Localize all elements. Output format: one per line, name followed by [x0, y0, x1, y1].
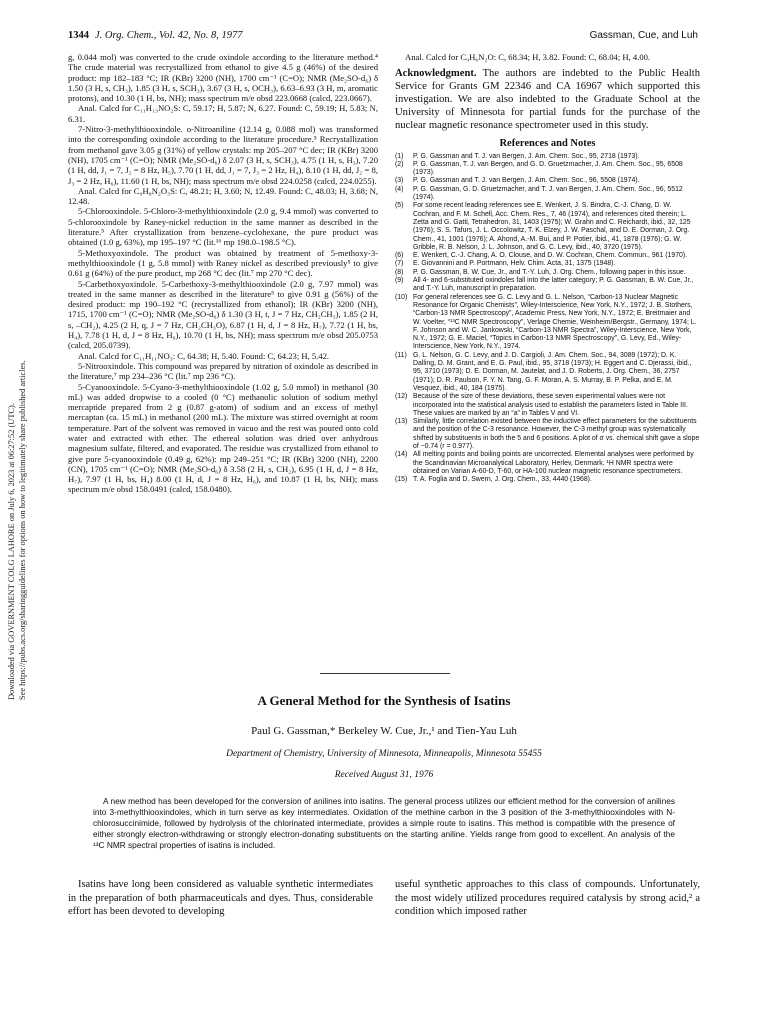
reference-number: (9): [395, 277, 404, 285]
body-right: [395, 878, 700, 919]
reference-text: For some recent leading references see E. Wenkert, J. S. Bindra, C.-J. Chang, D. W. Cochran, and F. M. Schell, Acc. Chem. Res., 7, 46 (1974), and references cited therein; L. Zetta and G. Gatti, Tetrahedron, 31, 1403 (1975); W. Grahn and C. Reichardt, ibid., 32, 125 (1976); S. S. Tafurs, J. L. Occolowitz, T. K. Elzey, J. W. Paschal, and D. E. Dorman, J. Org. Chem., 41, 1001 (1976); A. Ahond, A.-M. Bui, and P. Potier, ibid., 41, 1878 (1976); G. W. Gribble, R. B. Nelson, J. L. Johnson, and G. C. Levy, ibid., 40, 3720 (1975).: [413, 202, 691, 251]
reference-text: Because of the size of these deviations, these seven experimental values were not incorporated into the statistical analysis used to establish the parameters listed in Table III. These values are marked by an “a” in Tables V and VI.: [413, 393, 688, 417]
left-column: [68, 52, 378, 622]
reference-item: [395, 177, 700, 185]
page-number: 1344: [68, 30, 89, 41]
references-heading: References and Notes: [499, 138, 596, 150]
reference-text: T. A. Foglia and D. Swern, J. Org. Chem., 33, 4440 (1968).: [413, 476, 592, 484]
running-authors: Gassman, Cue, and Luh: [589, 30, 698, 41]
reference-number: (7): [395, 260, 404, 268]
download-notice-line1: Downloaded via GOVERNMENT COLG LAHORE on July 6, 2023 at 06:27:52 (UTC).: [7, 403, 16, 700]
reference-item: [395, 260, 700, 268]
received-date: Received August 31, 1976: [334, 770, 434, 780]
paragraph: 5-Chlorooxindole. 5-Chloro-3-methylthiooxindole (2.0 g, 9.4 mmol) was converted to 5-chlorooxindole by Raney-nickel reduction in the same manner as described in the literature.⁵ After crystallization from benzene–cyclohexane, the pure product was obtained (1.0 g, 63%), mp 195–197 °C (lit.¹⁶ mp 198.0–198.5 °C).: [68, 206, 378, 248]
analysis-paragraph: Anal. Calcd for C₉H₆N₂O: C, 68.34; H, 3.82. Found: C, 68.04; H, 4.00.: [405, 52, 651, 62]
section-divider: [320, 673, 450, 674]
reference-item: [395, 252, 700, 260]
reference-text: P. G. Gassman, G. D. Gruetzmacher, and T. J. van Bergen, J. Am. Chem. Soc., 96, 5512 (1974).: [413, 185, 683, 202]
reference-item: [395, 186, 700, 203]
reference-number: (3): [395, 177, 404, 185]
acknowledgment-heading: Acknowledgment.: [395, 68, 477, 80]
reference-text: All 4- and 6-substituted oxindoles fall into the latter category; P. G. Gassman, B. W. Cue, Jr., and T.-Y. Luh, manuscript in preparation.: [413, 277, 694, 293]
paragraph: Anal. Calcd for C₁₁H₁₁NO₃: C, 64.38; H, 5.40. Found: C, 64.23; H, 5.42.: [78, 350, 330, 361]
reference-item: [395, 277, 700, 294]
paragraph: Anal. Calcd for C₉H₈N₂O₃S: C, 48.21; H, 3.60; N, 12.49. Found: C, 48.03; H, 3.68; N, 12.48.: [68, 185, 378, 207]
reference-number: (12): [395, 393, 408, 401]
journal-citation: J. Org. Chem., Vol. 42, No. 8, 1977: [95, 30, 243, 41]
reference-item: [395, 418, 700, 451]
body-right-text: useful synthetic approaches to this class of compounds. Unfortunately, the most widely utilized procedures required catalysis by strong acid,² a condition which imposed rather: [395, 879, 700, 917]
page-header: [68, 30, 698, 44]
body-left-text: Isatins have long been considered as valuable synthetic intermediates in the preparation of both pharmaceuticals and dyes. Thus, considerable effort has been devoted to developing: [68, 879, 373, 917]
reference-number: (8): [395, 268, 404, 276]
reference-text: P. G. Gassman and T. J. van Bergen, J. Am. Chem. Soc., 95, 2718 (1973).: [413, 152, 640, 160]
reference-item: [395, 476, 700, 484]
reference-text: For general references see G. C. Levy and G. L. Nelson, “Carbon-13 Nuclear Magnetic Resonance for Organic Chemists”, Wiley-Interscience, New York, N.Y., 1972; J. B. Stothers, “Carbon-13 NMR Spectroscopy”, Academic Press, New York, N.Y., 1972; E. Breitmaier and W. Voelter, “¹³C NMR Spectroscopy”, Verlage Chemie, Weinheim/Bergstr., Germany, 1974; L. F. Johnson and W. C. Jankowski, “Carbon-13 NMR Spectra”, Wiley-Interscience, New York, N.Y., 1972; G. E. Maciel, “Topics in Carbon-13 NMR Spectroscopy”, G. Levy, Ed., Wiley-Interscience, New York, N.Y., 1974.: [413, 293, 697, 351]
reference-text: E. Wenkert, C.-J. Chang, A. O. Clouse, and D. W. Cochran, Chem. Commun., 961 (1970).: [413, 252, 688, 260]
paragraph: Anal. Calcd for C₁₁H₁₃NO₂S: C, 59.17; H, 5.87; N, 6.27. Found: C, 59.19; H, 5.83; N, 6.31.: [68, 103, 378, 124]
reference-item: [395, 202, 700, 252]
reference-number: (5): [395, 202, 404, 210]
reference-text: P. G. Gassman, T. J. van Bergen, and G. D. Gruetzmacher, J. Am. Chem. Soc., 95, 6508 (1973).: [413, 160, 683, 177]
reference-item: [395, 294, 700, 352]
paragraph: 5-Carbethoxyoxindole. 5-Carbethoxy-3-methylthiooxindole (2.0 g, 7.97 mmol) was treated in the same manner as described in the literature⁵ to give 0.91 g (56%) of the desired product: mp 190–192 °C (recrystallized from ethanol); IR (KBr) 3200 (NH), 1715, 1700 cm⁻¹ (C=O); NMR (Me₂SO-d₆) δ 1.30 (3 H, t, J = 7 Hz, CH₂CH₃), 1.85 (2 H, s, –CH₂), 4.25 (2 H, q, J = 7 Hz, CH₂CH₃O), 6.87 (1 H, d, J = 8 Hz, H₇), 7.72 (1 H, bs, H₄), 7.78 (1 H, d, J = 8 Hz, H₆), 10.70 (1 H, bs, NH); mass spectrum m/e obsd 205.0753 (calcd, 205.0739).: [68, 278, 378, 351]
references-list: [395, 153, 700, 485]
reference-number: (4): [395, 185, 404, 193]
download-notice: [4, 300, 34, 700]
acknowledgment: [395, 67, 700, 132]
affiliation: Department of Chemistry, University of Minnesota, Minneapolis, Minnesota 55455: [226, 749, 542, 759]
paragraph: 5-Cyanooxindole. 5-Cyano-3-methylthiooxindole (1.02 g, 5.0 mmol) in methanol (30 mL) was added dropwise to a cooled (0 °C) methanolic solution of sodium methyl mercaptide prepared from 2 g (0.87 g-atom) of sodium and an excess of methyl mercaptan (ca. 15 mL) in methanol (200 mL). The mixture was stirred overnight at room temperature. Part of the solvent was removed in vacuo and the rest was poured onto cold water and extracted with ether. The ethereal solution was dried over anhydrous magnesium sulfate, filtered, and evaporated. The residue was crystallized from ethanol to give pure 5-cyanooxindole (0.49 g, 62%): mp 249–251 °C; IR (KBr) 3200 (NH), 2200 (CN), 1705 cm⁻¹ (C=O); NMR (Me₂SO-d₆) δ 3.58 (2 H, s, CH₂), 6.95 (1 H, d, J = 8 Hz, H₇), 7.97 (1 H, bs, H₄) 8.00 (1 H, d, J = 8 Hz, H₆), and 10.87 (1 H, bs, NH); mass spectrum m/e obsd 158.0491 (calcd, 158.0480).: [68, 381, 378, 495]
paragraph: 7-Nitro-3-methylthiooxindole. o-Nitroaniline (12.14 g, 0.088 mol) was transformed into the corresponding oxindole according to the literature procedure.⁵ Recrystallization from methanol gave 3.05 g (31%) of yellow crystals: mp 205–207 °C dec; IR (KBr) 3200 (NH), 1705 cm⁻¹ (C=O); NMR (Me₂SO-d₆) δ 2.07 (3 H, s, SCH₃), 4.75 (1 H, s, H₃), 7.20 (1 H, dd, J₁ = 7, J₂ = 8 Hz, H₅), 7.70 (1 H, dd, J₁ = 7, J₃ = 2 Hz, H₄), 8.10 (1 H, dd, J₂ = 8, J₃ = 2 Hz, H₆), 11.60 (1 H, bs, NH); mass spectrum m/e obsd 224.0258 (calcd, 224.0255).: [68, 124, 378, 186]
reference-number: (2): [395, 160, 404, 168]
reference-text: All melting points and boiling points are uncorrected. Elemental analyses were performed by the Scandinavian Microanalytical Laboratory, Herlev, Denmark. ¹H NMR spectra were obtained on Varian A-60-D, T-60, or HA-100 nuclear magnetic resonance spectrometers.: [413, 451, 694, 475]
right-column: [395, 52, 700, 652]
reference-number: (13): [395, 418, 408, 426]
reference-number: (11): [395, 351, 407, 359]
reference-number: (1): [395, 152, 404, 160]
reference-item: [395, 269, 700, 277]
reference-number: (15): [395, 476, 408, 484]
paragraph: 5-Nitrooxindole. This compound was prepared by nitration of oxindole as described in the literature,⁷ mp 234–236 °C (lit.⁷ mp 236 °C).: [68, 360, 378, 382]
abstract: [93, 796, 675, 851]
reference-number: (10): [395, 293, 408, 301]
reference-text: P. G. Gassman and T. J. van Bergen, J. Am. Chem. Soc., 96, 5508 (1974).: [413, 177, 640, 185]
reference-item: [395, 451, 700, 476]
reference-item: [395, 153, 700, 161]
reference-item: [395, 393, 700, 418]
abstract-text: A new method has been developed for the conversion of anilines into isatins. The general process utilizes our efficient method for the conversion of anilines into 3-methylthiooxindoles, which in turn serve as key intermediates. Oxidation of the methine carbon in the 3 position of the 3-methylthiooxindoles with N-chlorosuccinimide, followed by hydrolysis of the chlorinated intermediate, provides a simple route to isatins. This method is compatible with the presence of either strongly electron-withdrawing or strongly electron-donating substituents on the starting aniline. Yields range from good to excellent. An analysis of the ¹³C NMR spectral properties of isatins is included.: [93, 796, 675, 850]
acknowledgment-text: The authors are indebted to the Public Health Service for Grants GM 22346 and CA 16967 which supported this investigation. We are also indebted to the Graduate School at the University of Minnesota for partial funds for the purchase of the nuclear magnetic resonance spectrometer used in this study.: [395, 68, 700, 132]
reference-item: [395, 352, 700, 393]
body-left: [68, 878, 373, 919]
paragraph: 5-Methoxyoxindole. The product was obtained by treatment of 5-methoxy-3-methylthiooxindole (1 g, 5.8 mmol) with Raney nickel as described previously⁵ to give 0.61 g (64%) of the pure product, mp 268 °C dec (lit.⁷ mp 270 °C dec).: [68, 247, 378, 279]
download-notice-line2: See https://pubs.acs.org/sharingguidelines for options on how to legitimately share published articles.: [18, 360, 27, 700]
reference-text: G. L. Nelson, G. C. Levy, and J. D. Cargioli, J. Am. Chem. Soc., 94, 3089 (1972); D. K. Dalling, D. M. Grant, and E. G. Paul, ibid., 95, 3718 (1973); H. Eggert and C. Djerassi, ibid., 95, 3710 (1973); D. E. Dorman, M. Jautelat, and J. D. Roberts, J. Org. Chem., 36, 2757 (1971); D. R. Paulson, F. Y. N. Tang, G. F. Moran, A. S. Murray, B. P. Pelka, and E. M. Vesquez, ibid., 40, 184 (1975).: [413, 351, 692, 392]
reference-text: Similarly, little correlation existed between the inductive effect parameters for the substituents and the position of the C-3 resonance. However, the C-3 methyl group was systematically shifted by substituents in both the 5 and 6 positions. A plot of σ vs. chemical shift gave a slope of −0.74 (r = 0.977).: [413, 418, 700, 450]
reference-number: (14): [395, 451, 408, 459]
article-title: A General Method for the Synthesis of Isatins: [257, 693, 511, 708]
reference-item: [395, 161, 700, 178]
reference-text: P. G. Gassman, B. W. Cue, Jr., and T.-Y. Luh, J. Org. Chem., following paper in this issue.: [413, 268, 686, 276]
reference-number: (6): [395, 252, 404, 260]
paragraph: g, 0.044 mol) was converted to the crude oxindole according to the literature method.⁴ The crude material was recrystallized from ethanol to give 4.5 g (46%) of the desired product: mp 182–183 °C; IR (KBr) 3200 (NH), 1700 cm⁻¹ (C=O); NMR (Me₂SO-d₆) δ 1.50 (3 H, s, CH₃), 1.85 (3 H, s, SCH₃), 3.67 (3 H, s, OCH₃), 6.63–6.93 (3 H, m, aromatic protons), and 10.30 (1 H, bs, NH); mass spectrum m/e obsd 223.0668 (calcd, 223.0667).: [68, 52, 378, 104]
article-authors: Paul G. Gassman,* Berkeley W. Cue, Jr.,¹ and Tien-Yau Luh: [251, 725, 517, 737]
reference-text: E. Giovannini and P. Portmann, Helv. Chim. Acta, 31, 1375 (1948).: [413, 260, 616, 268]
